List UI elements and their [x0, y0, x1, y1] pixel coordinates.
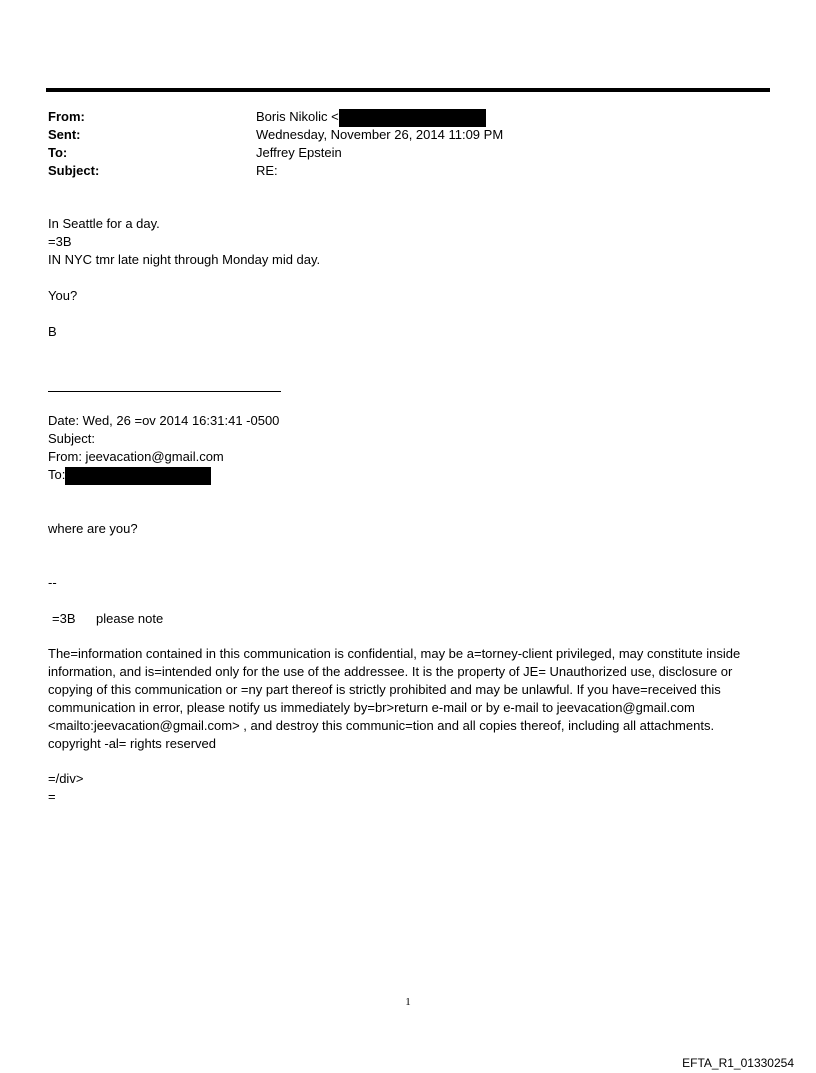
- html-artifact: =/div>: [48, 771, 84, 786]
- redaction-box: [65, 467, 211, 485]
- quoted-date: Date: Wed, 26 =ov 2014 16:31:41 -0500: [48, 413, 280, 428]
- quoted-message: where are you?: [48, 521, 138, 536]
- redaction-box: [339, 109, 486, 127]
- from-name: Boris Nikolic <: [256, 109, 339, 124]
- body-line: You?: [48, 288, 78, 303]
- quoted-to-label: To:: [48, 467, 66, 482]
- signature-dashes: --: [48, 575, 57, 590]
- note-text: please note: [96, 611, 164, 626]
- note-line: [48, 610, 163, 628]
- html-artifact: =: [48, 789, 56, 804]
- quoted-to-row: [48, 466, 211, 485]
- quoted-from: From: jeevacation@gmail.com: [48, 449, 224, 464]
- subject-value: RE:: [256, 163, 278, 178]
- document-id: EFTA_R1_01330254: [682, 1056, 794, 1070]
- separator-line: [48, 391, 281, 392]
- page-number: 1: [405, 996, 411, 1008]
- body-line: =3B: [48, 234, 72, 249]
- from-label: From:: [48, 109, 85, 124]
- sent-value: Wednesday, November 26, 2014 11:09 PM: [256, 127, 504, 142]
- to-value: Jeffrey Epstein: [256, 145, 342, 160]
- from-value: [256, 108, 486, 127]
- note-prefix: =3B: [52, 611, 76, 626]
- sent-label: Sent:: [48, 127, 81, 142]
- signature: B: [48, 324, 57, 339]
- header-rule: [46, 88, 770, 92]
- quoted-subject: Subject:: [48, 431, 95, 446]
- subject-label: Subject:: [48, 163, 100, 178]
- body-line: IN NYC tmr late night through Monday mid day.: [48, 252, 321, 267]
- body-line: In Seattle for a day.: [48, 216, 160, 231]
- disclaimer: The=information contained in this communication is confidential, may be a=torney-client privileged, may constitute inside information, and is=intended only for the use of the addressee. It is the property of JE= Unauthorized use, disclosure or copying of this communication or =ny part thereof is strictly prohibited and may be unlawful. If you have=received this communication in error, please notify us immediately by=br>return e-mail or by e-mail to jeevacation@gmail.com <mailto:jeevacation@gmail.com> , and destroy this communic=tion and all copies thereof, including all attachments. copyright -al= rights reserved: [48, 646, 741, 751]
- to-label: To:: [48, 145, 68, 160]
